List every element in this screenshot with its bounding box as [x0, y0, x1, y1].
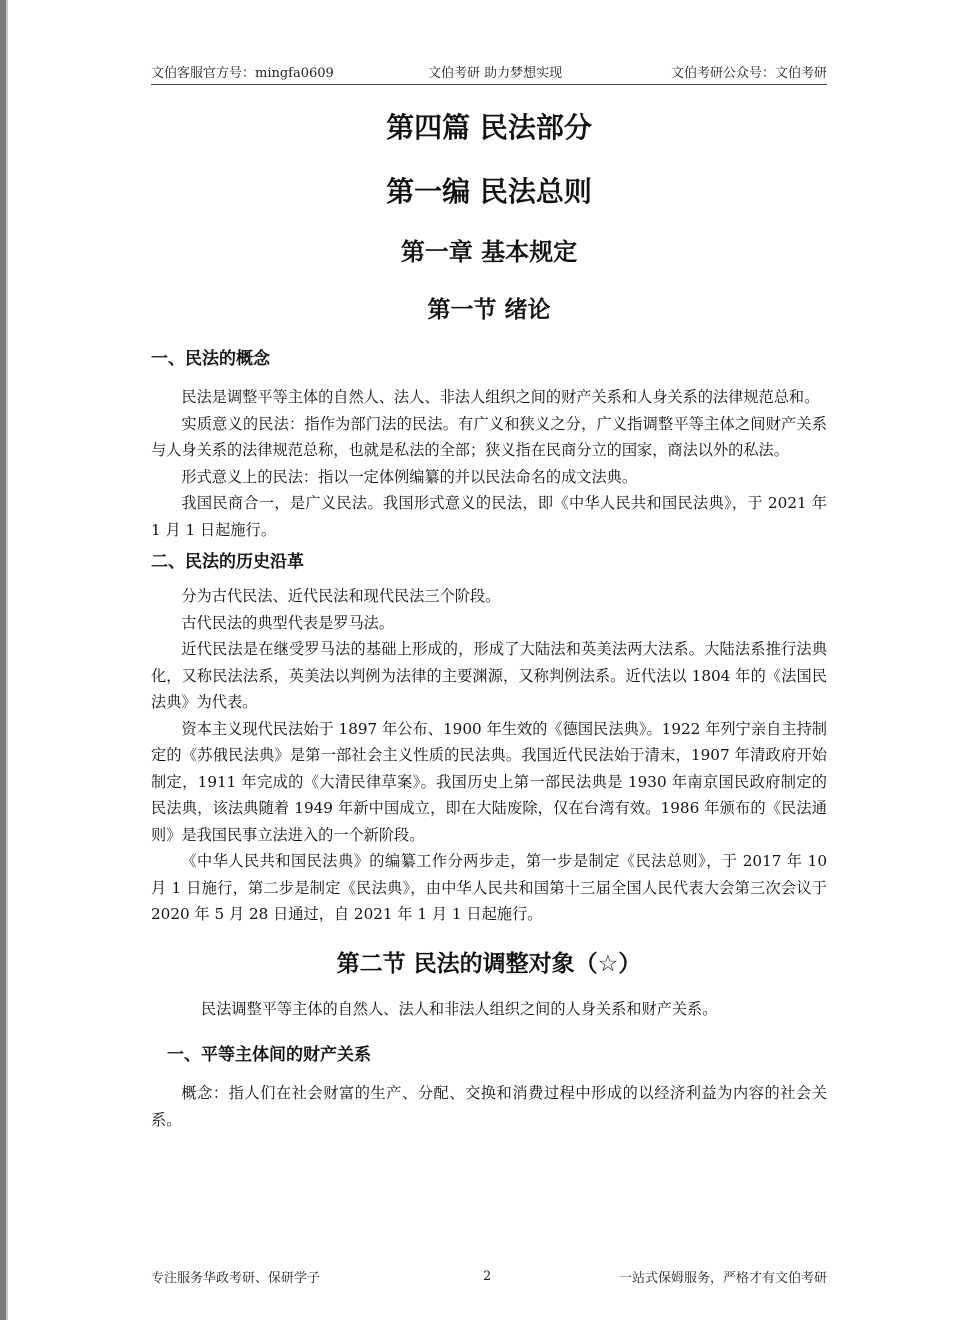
page-edge-shadow: [6, 0, 8, 1320]
subheading-property: 一、平等主体间的财产关系: [167, 1045, 371, 1065]
paragraph: 实质意义的民法：指作为部门法的民法。有广义和狭义之分，广义指调整平等主体之间财产关系与人身关系的法律规范总称，也就是私法的全部；狭义指在民商分立的国家，商法以外的私法。: [151, 414, 827, 459]
paragraph: 古代民法的典型代表是罗马法。: [181, 613, 395, 632]
paragraph: 《中华人民共和国民法典》的编纂工作分两步走，第一步是制定《民法总则》，于 2017 年 10 月 1 日施行，第二步是制定《民法典》，由中华人民共和国第十三届全国人民代表大会第三次会议于 2020 年 5 月 28 日通过，自 2021 年 1 月 1 日起施行。: [151, 852, 827, 923]
page-content: [151, 100, 827, 1133]
footer-right-text: 一站式保姆服务，严格才有文伯考研: [618, 1271, 827, 1286]
part-title: 第四篇 民法部分: [386, 111, 592, 144]
paragraph: 资本主义现代民法始于 1897 年公布、1900 年生效的《德国民法典》。1922 年列宁亲自主持制定的《苏俄民法典》是第一部社会主义性质的民法典。我国近代民法始于清末，1907 年清政府开始制定，1911 年完成的《大清民律草案》。我国历史上第一部民法典是 1930 年南京国民政府制定的民法典，该法典随着 1949 年新中国成立，即在大陆废除，仅在台湾有效。1986 年颁布的《民法通则》是我国民事立法进入的一个新阶段。: [151, 719, 827, 844]
page-header: [151, 62, 827, 85]
page-footer: [151, 1267, 827, 1287]
paragraph: 分为古代民法、近代民法和现代民法三个阶段。: [181, 587, 501, 605]
subheading-concept: 一、民法的概念: [151, 349, 270, 369]
chapter-title: 第一章 基本规定: [400, 238, 578, 266]
subheading-history: 二、民法的历史沿革: [151, 552, 304, 572]
header-left-text: 文伯客服官方号：mingfa0609: [151, 66, 334, 81]
paragraph: 形式意义上的民法：指以一定体例编纂的并以民法命名的成文法典。: [181, 467, 638, 486]
paragraph-intro: 民法调整平等主体的自然人、法人和非法人组织之间的人身关系和财产关系。: [201, 999, 718, 1018]
header-center-text: 文伯考研 助力梦想实现: [428, 66, 563, 81]
section-title: 第二节 民法的调整对象（☆）: [336, 950, 642, 977]
header-right-text: 文伯考研公众号：文伯考研: [670, 66, 827, 81]
section-title: 第一节 绪论: [427, 297, 551, 323]
page-number: 2: [483, 1269, 492, 1284]
paragraph: 我国民商合一，是广义民法。我国形式意义的民法，即《中华人民共和国民法典》，于 2021 年 1 月 1 日起施行。: [151, 494, 827, 539]
paragraph: 概念：指人们在社会财富的生产、分配、交换和消费过程中形成的以经济利益为内容的社会关系。: [151, 1084, 827, 1129]
footer-left-text: 专注服务华政考研、保研学子: [151, 1271, 321, 1286]
paragraph: 近代民法是在继受罗马法的基础上形成的，形成了大陆法和英美法两大法系。大陆法系推行法典化，又称民法法系，英美法以判例为法律的主要渊源，又称判例法系。近代法以 1804 年的《法国民法典》为代表。: [151, 640, 827, 711]
volume-title: 第一编 民法总则: [386, 175, 592, 208]
paragraph: 民法是调整平等主体的自然人、法人、非法人组织之间的财产关系和人身关系的法律规范总和。: [181, 388, 820, 406]
